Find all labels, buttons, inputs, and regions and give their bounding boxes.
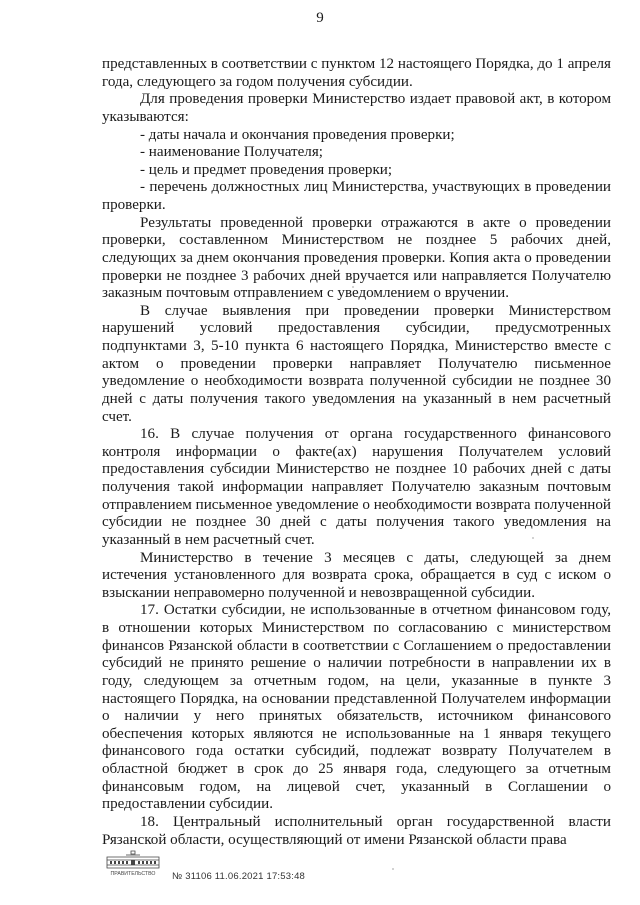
paragraph-continuation: представленных в соответствии с пунктом 12 настоящего Порядка, до 1 апреля года, следующего за годом получения субсидии. [102,56,611,90]
list-item-recipient-name: - наименование Получателя; [140,144,323,161]
paragraph-section-16: 16. В случае получения от органа государственного финансового контроля информации о факте(ах) нарушения Получателем условий предоставления субсидии Министерство не позднее 10 рабочих дней с даты получения такой информации направляет Получателю заказным почтовым отправлением письменное уведомление о необходимости возврата полученной субсидии не позднее 30 дней с даты получения такого уведомления на указанный в нем расчетный счет. [102,426,611,548]
registration-number: № 31106 11.06.2021 17:53:48 [172,871,306,882]
paragraph-section-18: 18. Центральный исполнительный орган государственной власти Рязанской области, осуществляющий от имени Рязанской области права [102,813,611,848]
scan-speck [392,868,394,870]
stamp-caption: ПРАВИТЕЛЬСТВО [110,871,156,877]
page-number: 9 [316,10,324,26]
paragraph-check-results: Результаты проведенной проверки отражаются в акте о проведении проверки, составленном Министерством не позднее 5 рабочих дней, следующих за днем окончания проведения проверки. Копия акта о проведении проверки не позднее 3 рабочих дней вручается или направляется Получателю заказным почтовым отправлением с уведомлением о вручении. [102,214,611,302]
paragraph-violations: В случае выявления при проведении проверки Министерством нарушений условий предоставления субсидии, предусмотренных подпунктами 3, 5-10 пункта 6 настоящего Порядка, Министерство вместе с актом о проведении проверки направляет Получателю письменное уведомление о необходимости возврата полученной субсидии не позднее 30 дней с даты получения такого уведомления на указанный в нем расчетный счет. [102,302,611,425]
scan-speck [290,818,292,820]
list-item-purpose: - цель и предмет проведения проверки; [140,161,393,178]
list-item-dates: - даты начала и окончания проведения проверки; [140,126,455,143]
scan-speck [532,537,534,539]
scan-speck [352,286,354,288]
list-item-officials: - перечень должностных лиц Министерства, участвующих в проведении проверки. [102,179,611,213]
government-stamp-icon [104,848,162,878]
paragraph-check-act: Для проведения проверки Министерство издает правовой акт, в котором указываются: [102,91,611,125]
paragraph-court-claim: Министерство в течение 3 месяцев с даты, следующей за днем истечения установленного для возврата срока, обращается в суд с иском о взыскании неправомерно полученной и невозвращенной субсидии. [102,549,611,601]
paragraph-section-17: 17. Остатки субсидии, не использованные в отчетном финансовом году, в отношении которых Министерством по согласованию с министерством финансов Рязанской области в соответствии с Соглашением о предоставлении субсидий не принято решение о наличии потребности в направлении их в году, следующем за отчетным годом, на цели, указанные в пункте 3 настоящего Порядка, на основании представленной Получателем информации о наличии у него принятых обязательств, источником финансового обеспечения которых являются не использованные на 1 января текущего финансового года остатки субсидий, подлежат возврату Получателем в областной бюджет в срок до 25 января года, следующего за отчетным финансовым годом, на лицевой счет, указанный в Соглашении о предоставлении субсидии. [102,602,611,813]
document-body [102,56,611,849]
